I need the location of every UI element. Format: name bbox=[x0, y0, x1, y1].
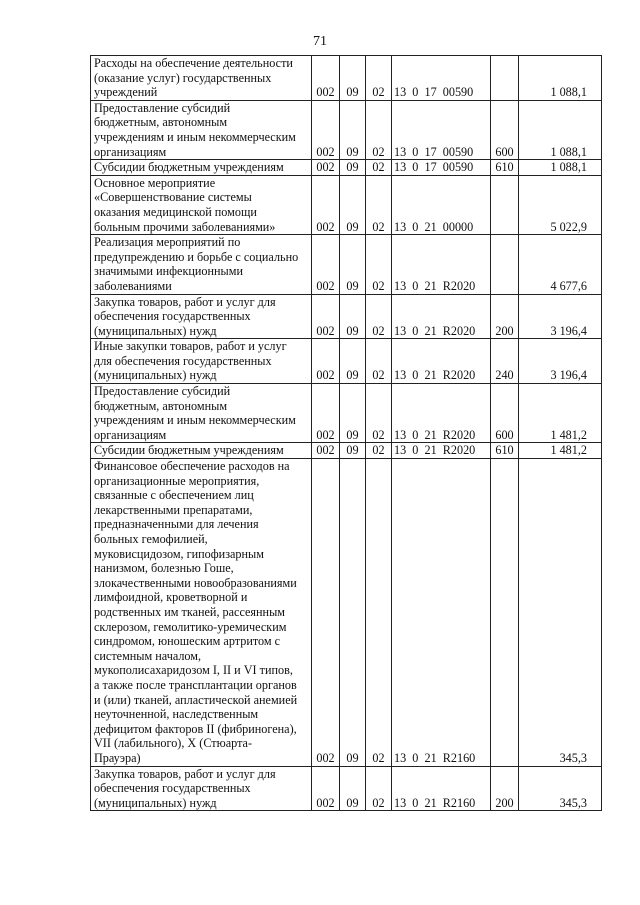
table-row bbox=[91, 384, 602, 443]
description-line: лимфоидной, кроветворной и bbox=[94, 590, 248, 605]
amount: 1 088,1 bbox=[519, 56, 602, 101]
expense-type-code: 200 bbox=[491, 766, 519, 811]
target-article-code: 13 0 21 R2020 bbox=[392, 235, 491, 294]
section-code: 09 bbox=[340, 294, 366, 339]
target-article-code: 13 0 17 00590 bbox=[392, 100, 491, 159]
description-line: Закупка товаров, работ и услуг для bbox=[94, 766, 276, 781]
table-row bbox=[91, 339, 602, 384]
section-code: 09 bbox=[340, 384, 366, 443]
description-line: муковисцидозом, гипофизарным bbox=[94, 546, 264, 561]
description-line: неуточненной, наследственным bbox=[94, 707, 259, 722]
admin-code: 002 bbox=[312, 294, 340, 339]
admin-code: 002 bbox=[312, 160, 340, 176]
description-line: (оказание услуг) государственных bbox=[94, 70, 272, 85]
description-line: дефицитом факторов II (фибриногена), bbox=[94, 721, 297, 736]
description-line: склерозом, гемолитико-уремическим bbox=[94, 619, 287, 634]
subsection-code: 02 bbox=[366, 160, 392, 176]
target-article-code: 13 0 21 R2020 bbox=[392, 339, 491, 384]
description-line: для обеспечения государственных bbox=[94, 353, 272, 368]
table-row bbox=[91, 766, 602, 811]
expense-type-code bbox=[491, 235, 519, 294]
description-line: и (или) тканей, апластической анемией bbox=[94, 692, 298, 707]
row-description bbox=[91, 160, 312, 176]
description-line: Субсидии бюджетным учреждениям bbox=[94, 443, 284, 458]
description-line: злокачественными новообразованиями bbox=[94, 575, 297, 590]
description-line: Предоставление субсидий bbox=[94, 100, 231, 115]
description-line: Расходы на обеспечение деятельности bbox=[94, 56, 293, 70]
amount: 1 088,1 bbox=[519, 100, 602, 159]
description-line: бюджетным, автономным bbox=[94, 398, 228, 413]
section-code: 09 bbox=[340, 235, 366, 294]
target-article-code: 13 0 21 00000 bbox=[392, 175, 491, 234]
row-description bbox=[91, 459, 312, 766]
section-code: 09 bbox=[340, 766, 366, 811]
table-row bbox=[91, 56, 602, 101]
description-line: Предоставление субсидий bbox=[94, 384, 231, 399]
subsection-code: 02 bbox=[366, 384, 392, 443]
row-description bbox=[91, 175, 312, 234]
amount: 1 481,2 bbox=[519, 443, 602, 459]
row-description bbox=[91, 235, 312, 294]
description-line: обеспечения государственных bbox=[94, 309, 251, 324]
description-line: нанизмом, болезнью Гоше, bbox=[94, 561, 234, 576]
description-line: предназначенными для лечения bbox=[94, 517, 259, 532]
expense-type-code: 610 bbox=[491, 160, 519, 176]
description-line: учреждениям и иным некоммерческим bbox=[94, 129, 296, 144]
description-line: Финансовое обеспечение расходов на bbox=[94, 459, 290, 474]
amount: 1 481,2 bbox=[519, 384, 602, 443]
subsection-code: 02 bbox=[366, 100, 392, 159]
description-line: (муниципальных) нужд bbox=[94, 368, 217, 383]
section-code: 09 bbox=[340, 175, 366, 234]
admin-code: 002 bbox=[312, 459, 340, 766]
description-line: предупреждению и борьбе с социально bbox=[94, 249, 299, 264]
target-article-code: 13 0 21 R2020 bbox=[392, 294, 491, 339]
description-line: организациям bbox=[94, 144, 167, 159]
expense-type-code bbox=[491, 459, 519, 766]
description-line: значимыми инфекционными bbox=[94, 264, 243, 279]
table-row bbox=[91, 175, 602, 234]
description-line: родственных им тканей, рассеянным bbox=[94, 604, 285, 619]
section-code: 09 bbox=[340, 160, 366, 176]
description-line: организационные мероприятия, bbox=[94, 473, 260, 488]
admin-code: 002 bbox=[312, 100, 340, 159]
description-line: синдромом, юношеским артритом с bbox=[94, 634, 281, 649]
amount: 1 088,1 bbox=[519, 160, 602, 176]
description-line: заболеваниями bbox=[94, 278, 172, 293]
row-description bbox=[91, 56, 312, 101]
section-code: 09 bbox=[340, 339, 366, 384]
description-line: Прауэра) bbox=[94, 750, 141, 765]
description-line: системным началом, bbox=[94, 648, 202, 663]
description-line: обеспечения государственных bbox=[94, 781, 251, 796]
description-line: «Совершенствование системы bbox=[94, 190, 252, 205]
description-line: оказания медицинской помощи bbox=[94, 204, 257, 219]
row-description bbox=[91, 339, 312, 384]
description-line: Закупка товаров, работ и услуг для bbox=[94, 294, 276, 309]
description-line: учреждений bbox=[94, 85, 158, 100]
amount: 3 196,4 bbox=[519, 294, 602, 339]
expense-type-code: 200 bbox=[491, 294, 519, 339]
target-article-code: 13 0 21 R2020 bbox=[392, 443, 491, 459]
table-row bbox=[91, 459, 602, 766]
admin-code: 002 bbox=[312, 56, 340, 101]
description-line: лекарственными препаратами, bbox=[94, 502, 253, 517]
expense-type-code bbox=[491, 175, 519, 234]
subsection-code: 02 bbox=[366, 175, 392, 234]
description-line: Основное мероприятие bbox=[94, 175, 216, 190]
table-row bbox=[91, 235, 602, 294]
row-description bbox=[91, 294, 312, 339]
subsection-code: 02 bbox=[366, 339, 392, 384]
description-line: мукополисахаридозом I, II и VI типов, bbox=[94, 663, 293, 678]
section-code: 09 bbox=[340, 459, 366, 766]
expense-type-code: 600 bbox=[491, 100, 519, 159]
row-description bbox=[91, 100, 312, 159]
description-line: больным прочими заболеваниями» bbox=[94, 219, 276, 234]
table-row bbox=[91, 160, 602, 176]
target-article-code: 13 0 21 R2020 bbox=[392, 384, 491, 443]
description-line: организациям bbox=[94, 427, 167, 442]
row-description bbox=[91, 384, 312, 443]
description-line: Реализация мероприятий по bbox=[94, 235, 241, 250]
expense-type-code bbox=[491, 56, 519, 101]
target-article-code: 13 0 21 R2160 bbox=[392, 766, 491, 811]
amount: 4 677,6 bbox=[519, 235, 602, 294]
budget-table-body bbox=[91, 56, 602, 811]
table-row bbox=[91, 100, 602, 159]
budget-table bbox=[90, 55, 602, 811]
admin-code: 002 bbox=[312, 384, 340, 443]
admin-code: 002 bbox=[312, 339, 340, 384]
description-line: связанные с обеспечением лиц bbox=[94, 488, 254, 503]
amount: 3 196,4 bbox=[519, 339, 602, 384]
description-line: (муниципальных) нужд bbox=[94, 795, 217, 810]
description-line: учреждениям и иным некоммерческим bbox=[94, 413, 296, 428]
target-article-code: 13 0 17 00590 bbox=[392, 56, 491, 101]
description-line: а также после трансплантации органов bbox=[94, 677, 297, 692]
amount: 345,3 bbox=[519, 459, 602, 766]
target-article-code: 13 0 17 00590 bbox=[392, 160, 491, 176]
expense-type-code: 610 bbox=[491, 443, 519, 459]
admin-code: 002 bbox=[312, 235, 340, 294]
row-description bbox=[91, 766, 312, 811]
section-code: 09 bbox=[340, 443, 366, 459]
description-line: (муниципальных) нужд bbox=[94, 323, 217, 338]
subsection-code: 02 bbox=[366, 294, 392, 339]
description-line: Иные закупки товаров, работ и услуг bbox=[94, 339, 287, 354]
description-line: больных гемофилией, bbox=[94, 532, 208, 546]
description-line: Субсидии бюджетным учреждениям bbox=[94, 160, 284, 175]
page-number: 71 bbox=[313, 34, 327, 49]
admin-code: 002 bbox=[312, 766, 340, 811]
description-line: VII (лабильного), X (Стюарта- bbox=[94, 736, 253, 751]
section-code: 09 bbox=[340, 100, 366, 159]
amount: 345,3 bbox=[519, 766, 602, 811]
expense-type-code: 240 bbox=[491, 339, 519, 384]
admin-code: 002 bbox=[312, 443, 340, 459]
expense-type-code: 600 bbox=[491, 384, 519, 443]
subsection-code: 02 bbox=[366, 459, 392, 766]
subsection-code: 02 bbox=[366, 235, 392, 294]
amount: 5 022,9 bbox=[519, 175, 602, 234]
section-code: 09 bbox=[340, 56, 366, 101]
subsection-code: 02 bbox=[366, 766, 392, 811]
subsection-code: 02 bbox=[366, 56, 392, 101]
subsection-code: 02 bbox=[366, 443, 392, 459]
table-row bbox=[91, 443, 602, 459]
admin-code: 002 bbox=[312, 175, 340, 234]
row-description bbox=[91, 443, 312, 459]
target-article-code: 13 0 21 R2160 bbox=[392, 459, 491, 766]
description-line: бюджетным, автономным bbox=[94, 115, 228, 130]
table-row bbox=[91, 294, 602, 339]
